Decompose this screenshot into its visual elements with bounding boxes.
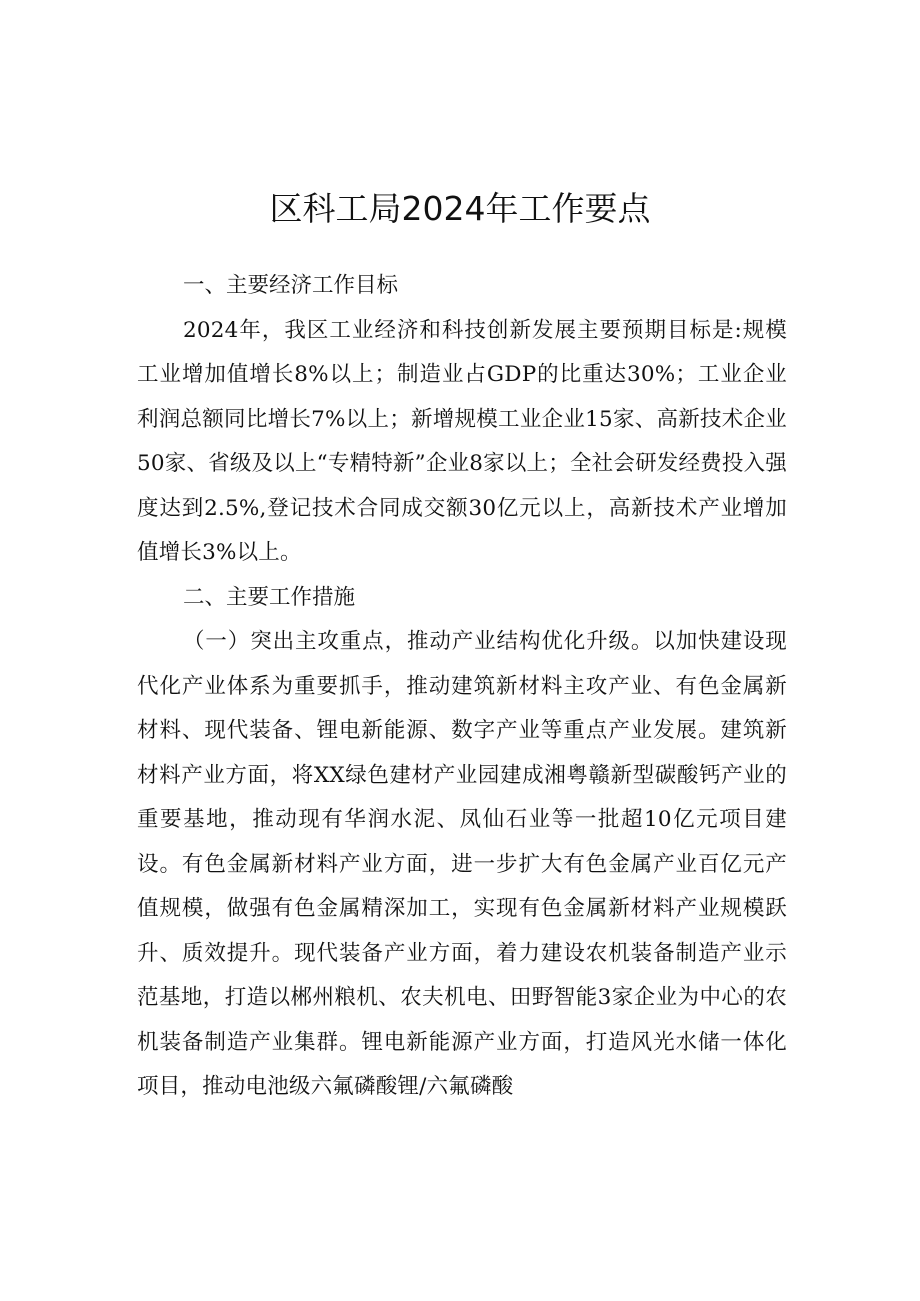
document-body xyxy=(137,264,787,1110)
section-economic-targets xyxy=(137,264,787,576)
paragraph: （一）突出主攻重点，推动产业结构优化升级。以加快建设现代化产业体系为重要抓手，推动建筑新材料主攻产业、有色金属新材料、现代装备、锂电新能源、数字产业等重点产业发展。建筑新材料产业方面，将XX绿色建材产业园建成湘粤赣新型碳酸钙产业的重要基地，推动现有华润水泥、凤仙石业等一批超10亿元项目建设。有色金属新材料产业方面，进一步扩大有色金属产业百亿元产值规模，做强有色金属精深加工，实现有色金属新材料产业规模跃升、质效提升。现代装备产业方面，着力建设农机装备制造产业示范基地，打造以郴州粮机、农夫机电、田野智能3家企业为中心的农机装备制造产业集群。锂电新能源产业方面，打造风光水储一体化项目，推动电池级六氟磷酸锂/六氟磷酸 xyxy=(137,629,787,1099)
document-title: 区科工局2024年工作要点 xyxy=(269,189,651,229)
section-heading: 二、主要工作措施 xyxy=(183,584,356,610)
section-work-measures xyxy=(137,576,787,1110)
paragraph: 2024年，我区工业经济和科技创新发展主要预期目标是:规模工业增加值增长8%以上；制造业占GDP的比重达30%；工业企业利润总额同比增长7%以上；新增规模工业企业15家、高新技术企业50家、省级及以上“专精特新”企业8家以上；全社会研发经费投入强度达到2.5%,登记技术合同成交额30亿元以上，高新技术产业增加值增长3%以上。 xyxy=(137,317,787,565)
section-heading: 一、主要经济工作目标 xyxy=(183,273,399,298)
